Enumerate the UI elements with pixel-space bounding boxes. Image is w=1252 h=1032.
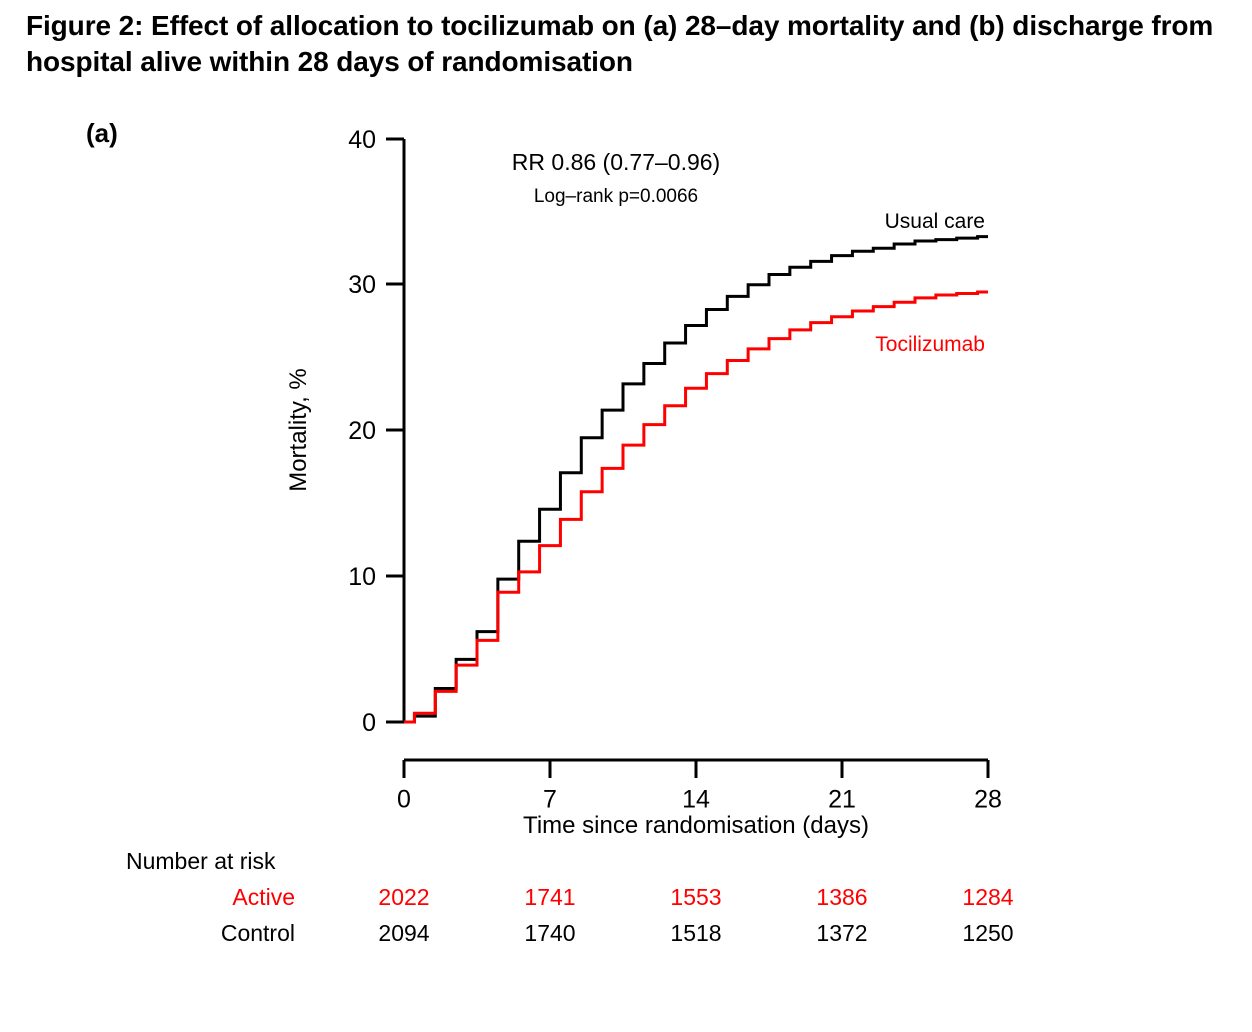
figure-title: Figure 2: Effect of allocation to tocilizumab on (a) 28–day mortality and (b) discharge from hospital alive within 28 days of randomisation <box>26 10 1214 78</box>
panel-label-a: (a) <box>86 118 118 148</box>
annotation-logrank: Log–rank p=0.0066 <box>533 186 699 207</box>
risk-value-active-0: 2022 <box>378 884 430 910</box>
y-tick-label-10: 10 <box>348 563 376 591</box>
curve-tocilizumab <box>404 292 988 722</box>
risk-value-active-21: 1386 <box>816 884 868 910</box>
risk-value-active-7: 1741 <box>524 884 576 910</box>
series-label-tocilizumab: Tocilizumab <box>875 333 985 356</box>
y-tick-label-30: 30 <box>348 271 376 299</box>
x-tick-label-0: 0 <box>397 785 411 814</box>
curve-usual-care <box>404 237 988 722</box>
y-tick-label-40: 40 <box>348 126 376 154</box>
y-tick-label-20: 20 <box>348 417 376 445</box>
y-tick-label-0: 0 <box>362 709 376 737</box>
y-axis-title: Mortality, % <box>285 368 312 492</box>
risk-value-control-0: 2094 <box>378 920 430 946</box>
risk-value-active-14: 1553 <box>670 884 722 910</box>
x-tick-label-7: 7 <box>543 785 557 814</box>
series-label-usual-care: Usual care <box>884 210 985 233</box>
x-tick-label-28: 28 <box>974 785 1002 814</box>
risk-value-active-28: 1284 <box>962 884 1014 910</box>
annotation-rr: RR 0.86 (0.77–0.96) <box>511 149 721 175</box>
risk-row-label-active: Active <box>232 884 295 910</box>
risk-value-control-14: 1518 <box>670 920 722 946</box>
risk-value-control-7: 1740 <box>524 920 576 946</box>
risk-row-active <box>0 884 1252 918</box>
x-tick-label-14: 14 <box>682 785 710 814</box>
x-tick-label-21: 21 <box>828 785 856 814</box>
risk-value-control-21: 1372 <box>816 920 868 946</box>
risk-row-label-control: Control <box>220 920 295 946</box>
risk-row-control <box>0 920 1252 954</box>
risk-value-control-28: 1250 <box>962 920 1014 946</box>
risk-table-title: Number at risk <box>126 848 276 874</box>
x-axis-title: Time since randomisation (days) <box>523 812 869 839</box>
